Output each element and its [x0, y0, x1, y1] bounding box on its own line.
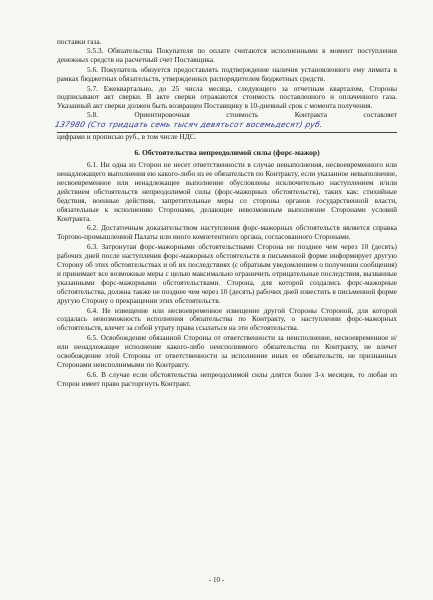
paragraph-6-1: 6.1. Ни одна из Сторон не несет ответственности в случае невыполнения, несвоевременного или ненадлежащего выполнения ею какого-либо из ее обязательств по Контракту, если указанное невыполнение, несвоевременное или ненадлежащее выполнение обусловлены исключительно наступлением и/или действием обстоятельств непреодолимой силы (форс-мажорных обстоятельств), таких как: стихийные бедствия, военные действия, запретительные меры со стороны органов государственной власти, обязательные к исполнению Сторонами, делающие невозможным выполнение Сторонами условий Контракта. [57, 160, 397, 223]
paragraph-continuation: поставки газа. [57, 37, 102, 46]
handwritten-amount-field [54, 120, 397, 133]
section-6-title: 6. Обстоятельства непреодолимой силы (форс-мажор) [134, 148, 320, 158]
word: составляет [363, 110, 397, 120]
paragraph-6-6: 6.6. В случае если обстоятельства непреодолимой силы длятся более 3-х месяцев, то любая из Сторон имеет право расторгнуть Контракт. [57, 369, 397, 388]
word: Ориентировочная [134, 110, 190, 120]
word: стоимость [226, 110, 259, 120]
paragraph-5-7: 5.7. Ежеквартально, до 25 числа месяца, следующего за отчетным кварталом, Стороны подписывают акт сверки. В акте сверки отражаются стоимость поставленного и оплаченного газа. Указанный акт сверки должен быть возвращен Поставщику в 10-дневный срок с момента получения. [57, 83, 397, 111]
paragraph-5-5-3: 5.5.3. Обязательства Покупателя по оплате считаются исполненными в момент поступления денежных средств на расчетный счет Поставщика. [57, 45, 397, 64]
paragraph-6-3: 6.3. Затронутая форс-мажорными обстоятельствами Сторона не позднее чем через 10 (десять) рабочих дней после наступления форс-мажорных обстоятельств в письменной форме информирует другую Сторону об этих обстоятельствах и об их последствиях (с обратным уведомлением о получении сообщения) и принимает все возможные меры с целью максимально ограничить отрицательные последствия, вызванные указанными форс-мажорными обстоятельствами. Сторона, для которой создались форс-мажорные обстоятельства, должна также не позднее чем через 10 (десять) рабочих дней известить в письменной форме другую Сторону о прекращении этих обстоятельств. [57, 242, 397, 305]
paragraph-5-8-row [57, 111, 397, 120]
handwritten-amount: 137980 (Сто тридцать семь тысяч девятьсот восемьдесят) руб. [54, 120, 324, 130]
paragraph-6-2: 6.2. Достаточным доказательством наступления форс-мажорных обстоятельств является справка Торгово-промышленной Палаты или иного компетентного органа, согласованного Сторонами. [57, 223, 397, 242]
page-number: - 10 - [208, 576, 225, 584]
paragraph-6-5: 6.5. Освобождение обязанной Стороны от ответственности за неисполнение, несвоевременное и/или ненадлежащее исполнение какого-либо неисполнимого обязательства по Контракту, не влечет освобождение этой Стороны от ответственности за исполнение иных ее обязательств, не признанных Сторонами неисполнимыми по Контракту. [57, 333, 397, 369]
paragraph-5-6: 5.6. Покупатель обязуется предоставлять подтверждение наличия установленного ему лимита в рамках бюджетных обязательств, утвержденных распорядителем бюджетных средств. [57, 64, 397, 83]
paragraph-5-8-tail: цифрами и прописью руб., в том числе НДС. [57, 132, 197, 142]
clause-number: 5.8. [87, 110, 98, 120]
paragraph-6-4: 6.4. Не извещение или несвоевременное извещение другой Стороны Стороной, для которой создалась невозможность исполнения обязательства по Контракту, о наступлении форс-мажорных обстоятельств, влечет за собой утрату права ссылаться на эти обстоятельства. [57, 305, 397, 333]
word: Контракта [294, 110, 327, 120]
